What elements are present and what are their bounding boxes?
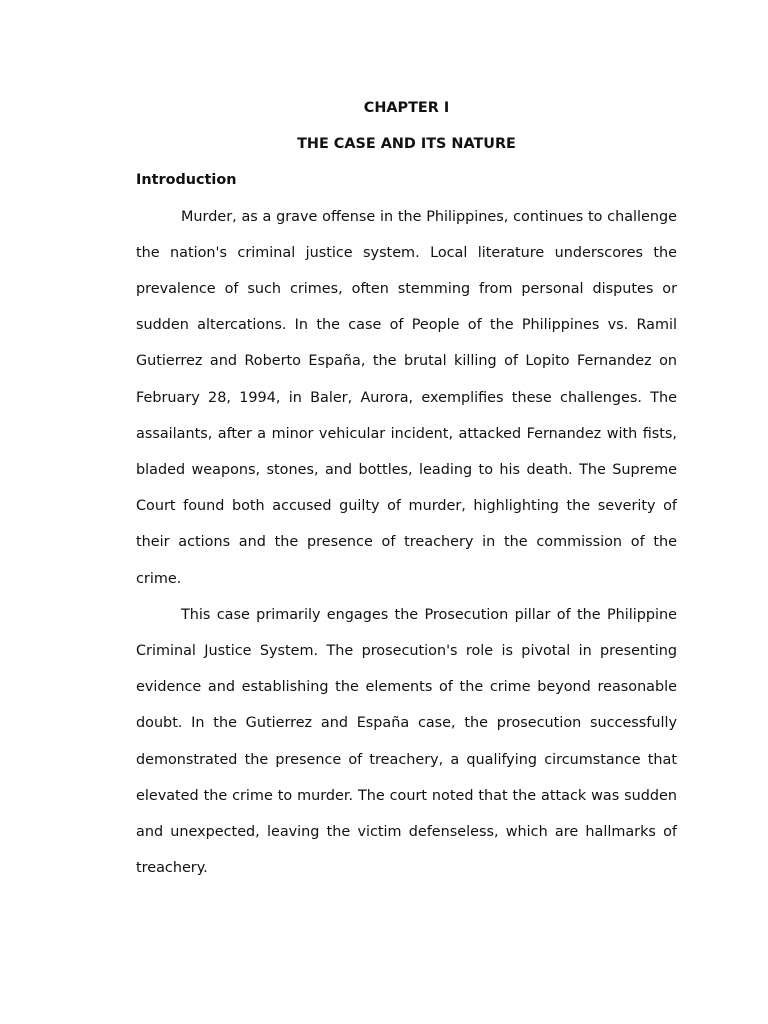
chapter-label: CHAPTER I bbox=[363, 100, 450, 116]
section-heading: Introduction bbox=[136, 172, 237, 189]
body-paragraph: Murder, as a grave offense in the Philippines, continues to challenge the nation's criminal justice system. Local literature underscores the prevalence of such crimes, often stemming from personal disputes or sudden altercations. In the case of People of the Philippines vs. Ramil Gutierrez and Roberto España, the brutal killing of Lopito Fernandez on February 28, 1994, in Baler, Aurora, exemplifies these challenges. The assailants, after a minor vehicular incident, attacked Fernandez with fists, bladed weapons, stones, and bottles, leading to his death. The Supreme Court found both accused guilty of murder, highlighting the severity of their actions and the presence of treachery in the commission of the crime. bbox=[136, 208, 677, 587]
chapter-title: THE CASE AND ITS NATURE bbox=[297, 136, 516, 153]
document-body bbox=[136, 90, 677, 886]
body-paragraph: This case primarily engages the Prosecution pillar of the Philippine Criminal Justice System. The prosecution's role is pivotal in presenting evidence and establishing the elements of the crime beyond reasonable doubt. In the Gutierrez and España case, the prosecution successfully demonstrated the presence of treachery, a qualifying circumstance that elevated the crime to murder. The court noted that the attack was sudden and unexpected, leaving the victim defenseless, which are hallmarks of treachery. bbox=[136, 606, 677, 877]
